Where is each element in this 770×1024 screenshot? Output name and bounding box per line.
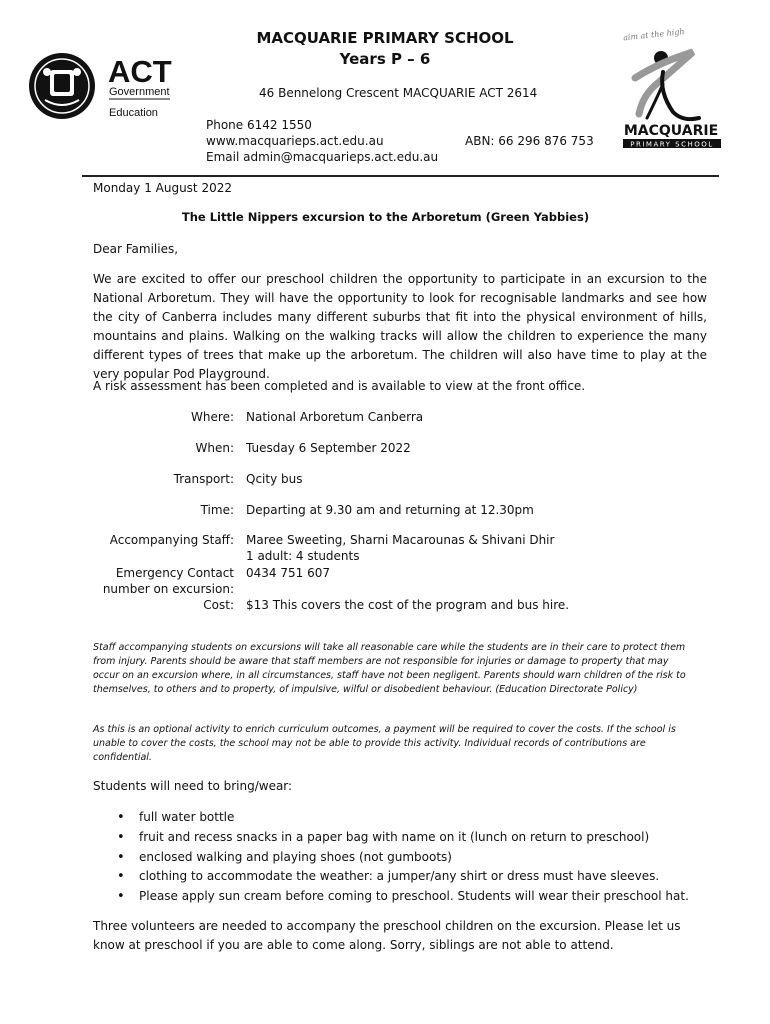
- where-value: National Arboretum Canberra: [246, 410, 424, 424]
- bring-heading: Students will need to bring/wear:: [93, 779, 293, 793]
- volunteers-note: Three volunteers are needed to accompany the preschool children on the excursion. Please let us know at preschool if you are able to come along. Sorry, siblings are not able to attend.: [93, 919, 681, 952]
- school-years: Years P – 6: [339, 50, 431, 68]
- cost-value: $13 This covers the cost of the program and bus hire.: [246, 598, 570, 612]
- bring-list: [93, 808, 707, 907]
- list-item: • full water bottle: [93, 808, 707, 828]
- policy-note: Staff accompanying students on excursions will take all reasonable care while the students are in their care to protect them from injury. Parents should be aware that staff members are not responsible for injuries or damage to property that may occur on an excursion where, in all circumstances, staff have not been negligent. Parents should warn children of the risk to themselves, to others and to property, of impulsive, wilful or disobedient behaviour. (Education Directorate Policy): [93, 642, 686, 695]
- where-label: Where:: [191, 410, 234, 424]
- school-address: 46 Bennelong Crescent MACQUARIE ACT 2614: [259, 86, 538, 100]
- staff-label: Accompanying Staff:: [109, 533, 234, 547]
- ratio-value: 1 adult: 4 students: [246, 549, 360, 563]
- letter-intro: We are excited to offer our preschool children the opportunity to participate in an excursion to the National Arboretum. They will have the opportunity to look for recognisable landmarks and see how the city of Canberra includes many different suburbs that fit into the physical environment of hills, mountains and plains. Walking on the walking tracks will allow the children to experience the many different types of trees that make up the arboretum. The children will also have time to play at the very popular Pod Playground.: [93, 272, 707, 381]
- list-item: • Please apply sun cream before coming to preschool. Students will wear their preschool hat.: [93, 887, 707, 907]
- emergency-value: 0434 751 607: [246, 566, 330, 580]
- letter-title: The Little Nippers excursion to the Arboretum (Green Yabbies): [181, 210, 590, 224]
- school-website[interactable]: www.macquarieps.act.edu.au: [206, 134, 384, 148]
- time-label: Time:: [200, 503, 234, 517]
- list-item: • fruit and recess snacks in a paper bag with name on it (lunch on return to preschool): [93, 828, 707, 848]
- header-divider: [82, 175, 719, 177]
- risk-assessment: A risk assessment has been completed and is available to view at the front office.: [93, 379, 586, 393]
- emergency-label-2: number on excursion:: [102, 582, 234, 596]
- act-logo-government: Government: [109, 86, 170, 98]
- staff-value: Maree Sweeting, Sharni Macarounas & Shivani Dhir: [246, 533, 555, 547]
- when-label: When:: [195, 441, 234, 455]
- school-email[interactable]: Email admin@macquarieps.act.edu.au: [206, 150, 439, 164]
- act-logo-education: Education: [109, 107, 158, 119]
- school-name: MACQUARIE PRIMARY SCHOOL: [256, 29, 514, 47]
- time-value: Departing at 9.30 am and returning at 12.30pm: [246, 503, 534, 517]
- transport-label: Transport:: [173, 472, 234, 486]
- transport-value: Qcity bus: [246, 472, 303, 486]
- letter-date: Monday 1 August 2022: [93, 181, 232, 195]
- act-logo-text: ACT: [108, 54, 172, 89]
- school-logo-name: MACQUARIE: [623, 123, 719, 139]
- letter-greeting: Dear Families,: [93, 242, 179, 256]
- cost-label: Cost:: [203, 598, 234, 612]
- emergency-label: Emergency Contact: [115, 566, 234, 580]
- school-motto: aim at the high: [622, 26, 685, 43]
- school-logo-sub: PRIMARY SCHOOL: [630, 140, 714, 149]
- school-abn: ABN: 66 296 876 753: [465, 134, 594, 148]
- optional-note: As this is an optional activity to enrich curriculum outcomes, a payment will be required to cover the costs. If the school is unable to cover the costs, the school may not be able to provide this activity. Individual records of contributions are confidential.: [93, 724, 676, 763]
- list-item: • enclosed walking and playing shoes (not gumboots): [93, 848, 707, 868]
- list-item: • clothing to accommodate the weather: a jumper/any shirt or dress must have sleeves.: [93, 867, 707, 887]
- when-value: Tuesday 6 September 2022: [246, 441, 411, 455]
- school-phone: Phone 6142 1550: [206, 118, 312, 132]
